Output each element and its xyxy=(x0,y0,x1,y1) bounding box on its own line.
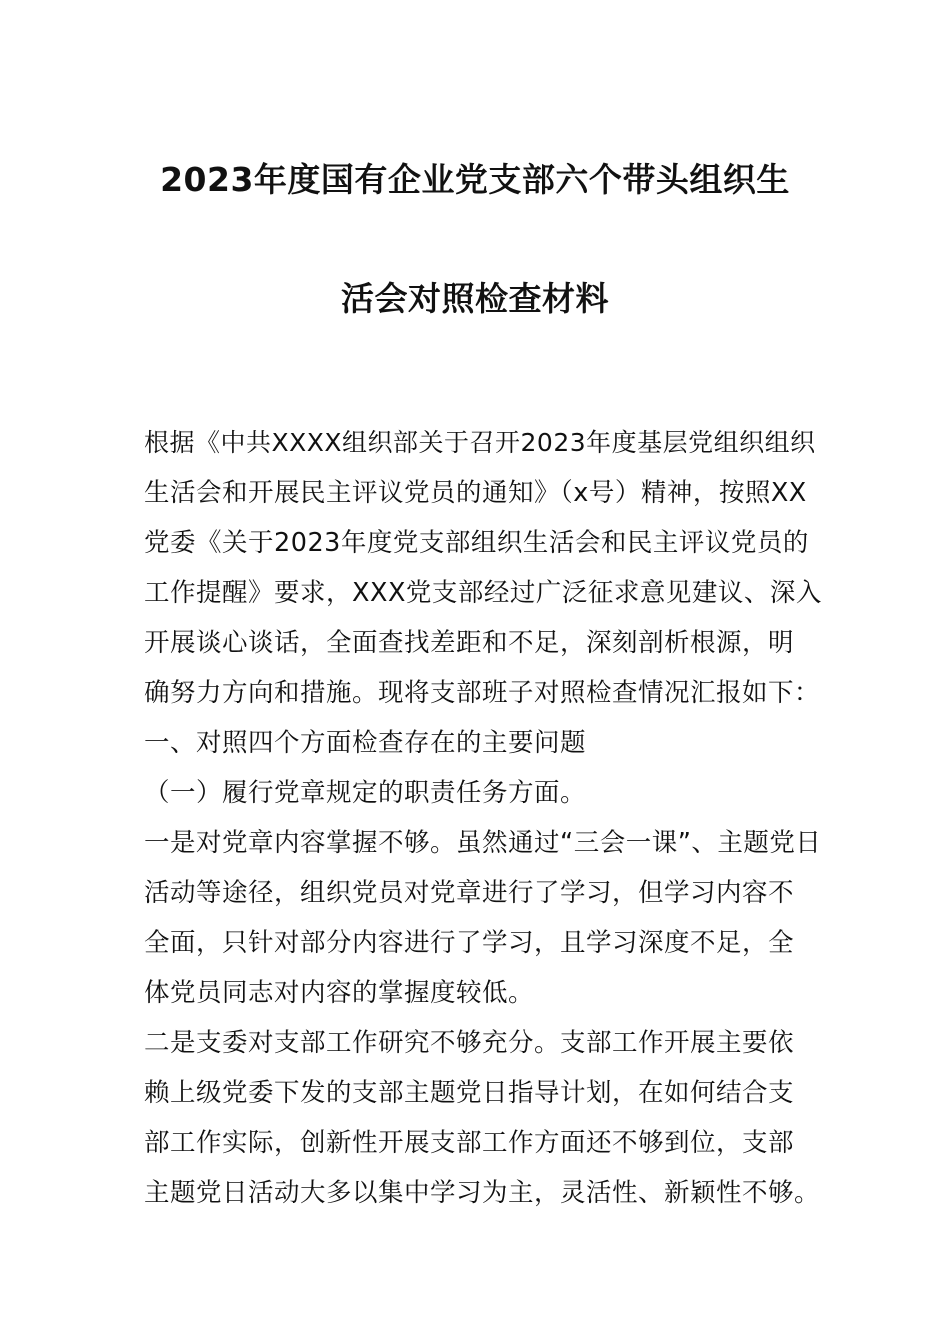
body-line-4: 工作提醒》要求，XXX党支部经过广泛征求意见建议、深入 xyxy=(144,578,822,608)
body-line-11: 全面，只针对部分内容进行了学习，且学习深度不足，全 xyxy=(144,928,795,958)
body-line-14: 赖上级党委下发的支部主题党日指导计划，在如何结合支 xyxy=(144,1078,795,1108)
document-title-line-1: 2023年度国有企业党支部六个带头组织生 xyxy=(160,160,790,199)
body-line-12: 体党员同志对内容的掌握度较低。 xyxy=(144,978,535,1008)
body-line-15: 部工作实际，创新性开展支部工作方面还不够到位，支部 xyxy=(144,1128,795,1158)
body-line-13: 二是支委对支部工作研究不够充分。支部工作开展主要依 xyxy=(144,1028,795,1058)
body-line-3: 党委《关于2023年度党支部组织生活会和民主评议党员的 xyxy=(144,528,809,558)
section-heading-1: 一、对照四个方面检查存在的主要问题 xyxy=(144,728,587,758)
body-line-1: 根据《中共XXXX组织部关于召开2023年度基层党组织组织 xyxy=(144,428,816,457)
document-body xyxy=(144,418,824,1218)
body-line-6: 确努力方向和措施。现将支部班子对照检查情况汇报如下： xyxy=(144,678,821,708)
document-title-line-2: 活会对照检查材料 xyxy=(341,279,609,318)
body-line-9: 一是对党章内容掌握不够。虽然通过“三会一课”、主题党日 xyxy=(144,828,822,858)
body-line-2: 生活会和开展民主评议党员的通知》（x号）精神，按照XX xyxy=(144,478,807,508)
body-line-5: 开展谈心谈话，全面查找差距和不足，深刻剖析根源，明 xyxy=(144,628,795,658)
subsection-heading-1: （一）履行党章规定的职责任务方面。 xyxy=(144,778,587,808)
body-line-10: 活动等途径，组织党员对党章进行了学习，但学习内容不 xyxy=(144,878,795,908)
body-line-16: 主题党日活动大多以集中学习为主，灵活性、新颖性不够。 xyxy=(144,1178,821,1208)
